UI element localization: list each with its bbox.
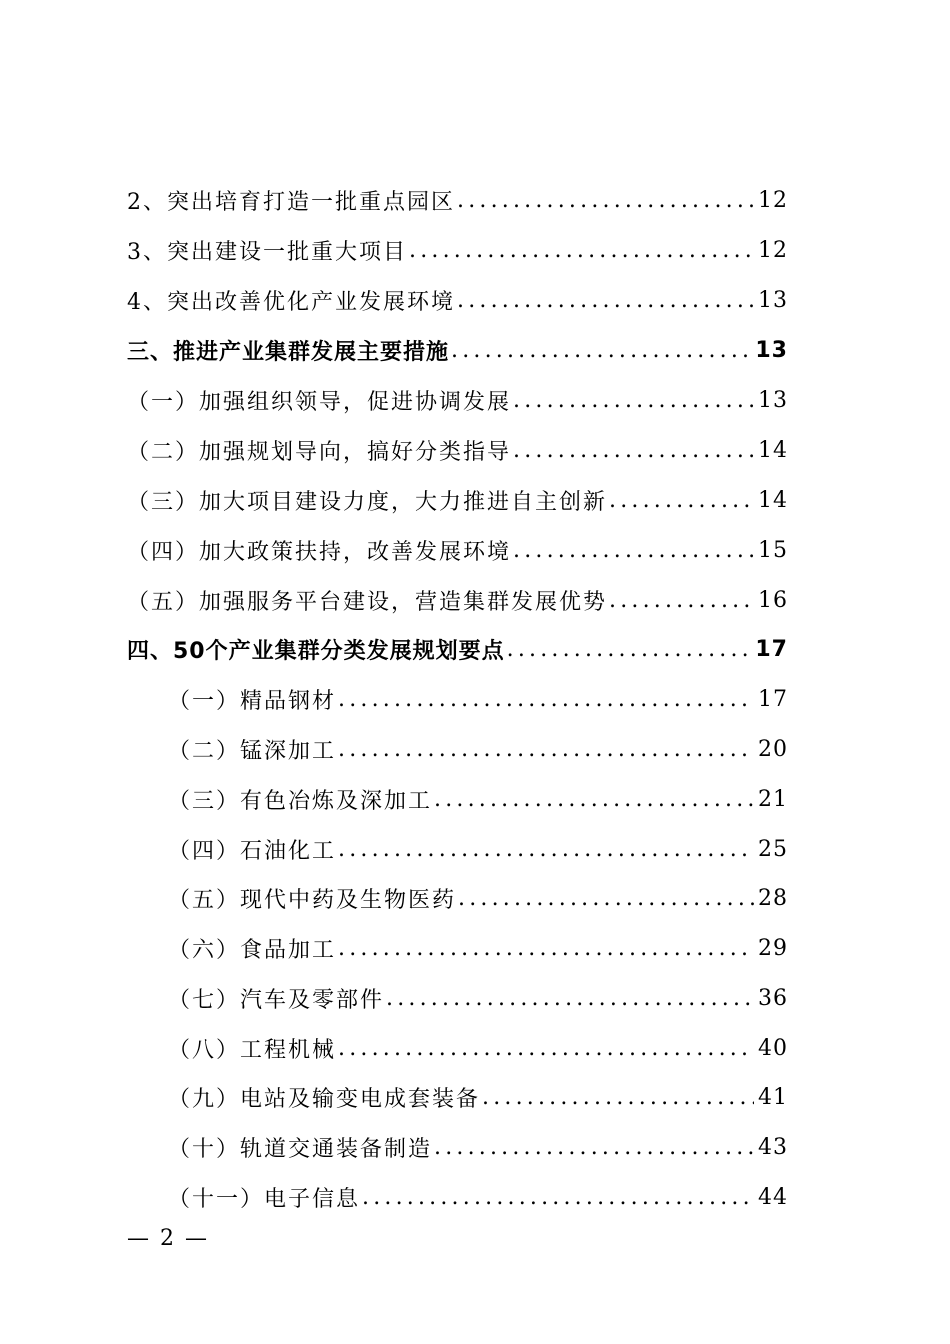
toc-entry-title: 2、突出培育打造一批重点园区: [127, 189, 455, 215]
toc-entry-page: 44: [758, 1184, 788, 1210]
toc-leader-dots: [409, 238, 754, 263]
toc-entry-title: （四）加大政策扶持，改善发展环境: [127, 539, 512, 565]
toc-leader-dots: [513, 438, 754, 463]
toc-entry-page: 40: [758, 1035, 788, 1061]
toc-leader-dots: [609, 488, 754, 513]
toc-entry-title: 4、突出改善优化产业发展环境: [127, 289, 455, 315]
toc-heading[interactable]: [127, 330, 788, 370]
toc-entry[interactable]: [127, 430, 788, 470]
toc-entry-title: （十一）电子信息: [168, 1186, 361, 1212]
toc-entry[interactable]: [127, 180, 788, 220]
toc-entry-title: （五）现代中药及生物医药: [168, 887, 457, 913]
toc-entry-page: 41: [758, 1084, 788, 1110]
toc-entry-title: （一）精品钢材: [168, 688, 337, 714]
toc-entry-title: （九）电站及输变电成套装备: [168, 1086, 481, 1112]
toc-leader-dots: [338, 687, 754, 712]
toc-entry[interactable]: [168, 829, 788, 869]
toc-entry-page: 28: [758, 885, 788, 911]
toc-entry[interactable]: [168, 878, 788, 918]
toc-entry-page: 12: [758, 237, 788, 263]
toc-leader-dots: [457, 188, 754, 213]
toc-leader-dots: [458, 886, 754, 911]
toc-entry-page: 14: [758, 487, 788, 513]
toc-leader-dots: [338, 936, 754, 961]
toc-heading-page: 13: [755, 337, 788, 363]
toc-entry-page: 20: [758, 736, 788, 762]
toc-entry-page: 14: [758, 437, 788, 463]
toc-entry-page: 29: [758, 935, 788, 961]
toc-entry-page: 17: [758, 686, 788, 712]
toc-entry-title: （三）加大项目建设力度，大力推进自主创新: [127, 489, 608, 515]
toc-entry-title: （八）工程机械: [168, 1037, 337, 1063]
toc-entry-title: （七）汽车及零部件: [168, 987, 385, 1013]
toc-leader-dots: [338, 737, 754, 762]
toc-heading[interactable]: [127, 629, 788, 669]
toc-leader-dots: [457, 288, 754, 313]
toc-entry-title: （四）石油化工: [168, 838, 337, 864]
toc-entry-title: （一）加强组织领导，促进协调发展: [127, 389, 512, 415]
toc-entry-title: （二）加强规划导向，搞好分类指导: [127, 439, 512, 465]
toc-leader-dots: [434, 1135, 754, 1160]
toc-entry-title: （五）加强服务平台建设，营造集群发展优势: [127, 589, 608, 615]
toc-leader-dots: [451, 338, 751, 363]
toc-entry-page: 15: [758, 537, 788, 563]
toc-entry-title: （二）锰深加工: [168, 738, 337, 764]
toc-entry[interactable]: [168, 729, 788, 769]
toc-entry-page: 13: [758, 387, 788, 413]
toc-leader-dots: [609, 588, 754, 613]
toc-leader-dots: [338, 837, 754, 862]
toc-entry[interactable]: [168, 1177, 788, 1217]
toc-entry[interactable]: [127, 580, 788, 620]
toc-leader-dots: [513, 388, 754, 413]
toc-heading-title: 三、推进产业集群发展主要措施: [127, 339, 450, 365]
toc-entry[interactable]: [127, 230, 788, 270]
toc-entry-page: 12: [758, 187, 788, 213]
toc-entry-page: 25: [758, 836, 788, 862]
toc-entry[interactable]: [127, 530, 788, 570]
toc-heading-page: 17: [755, 636, 788, 662]
toc-entry-page: 36: [758, 985, 788, 1011]
toc-entry-page: 13: [758, 287, 788, 313]
page-number: — 2 —: [127, 1226, 209, 1251]
toc-entry[interactable]: [127, 480, 788, 520]
toc-entry[interactable]: [127, 280, 788, 320]
toc-entry-title: （十）轨道交通装备制造: [168, 1136, 433, 1162]
toc-entry-page: 21: [758, 786, 788, 812]
toc-leader-dots: [362, 1185, 754, 1210]
toc-entry[interactable]: [168, 1127, 788, 1167]
toc-leader-dots: [507, 637, 752, 662]
toc-entry-title: （六）食品加工: [168, 937, 337, 963]
toc-entry-page: 43: [758, 1134, 788, 1160]
toc-entry[interactable]: [168, 1077, 788, 1117]
toc-heading-title: 四、50个产业集群分类发展规划要点: [127, 638, 505, 664]
toc-entry[interactable]: [168, 779, 788, 819]
toc-leader-dots: [482, 1085, 754, 1110]
toc-entry-title: 3、突出建设一批重大项目: [127, 239, 407, 265]
toc-leader-dots: [338, 1036, 754, 1061]
toc-entry[interactable]: [127, 380, 788, 420]
toc-entry[interactable]: [168, 679, 788, 719]
toc-entry[interactable]: [168, 1028, 788, 1068]
toc-entry[interactable]: [168, 978, 788, 1018]
toc-entry[interactable]: [168, 928, 788, 968]
toc-entry-title: （三）有色冶炼及深加工: [168, 788, 433, 814]
toc-entry-page: 16: [758, 587, 788, 613]
toc-leader-dots: [386, 986, 754, 1011]
toc-leader-dots: [434, 787, 754, 812]
toc-leader-dots: [513, 538, 754, 563]
